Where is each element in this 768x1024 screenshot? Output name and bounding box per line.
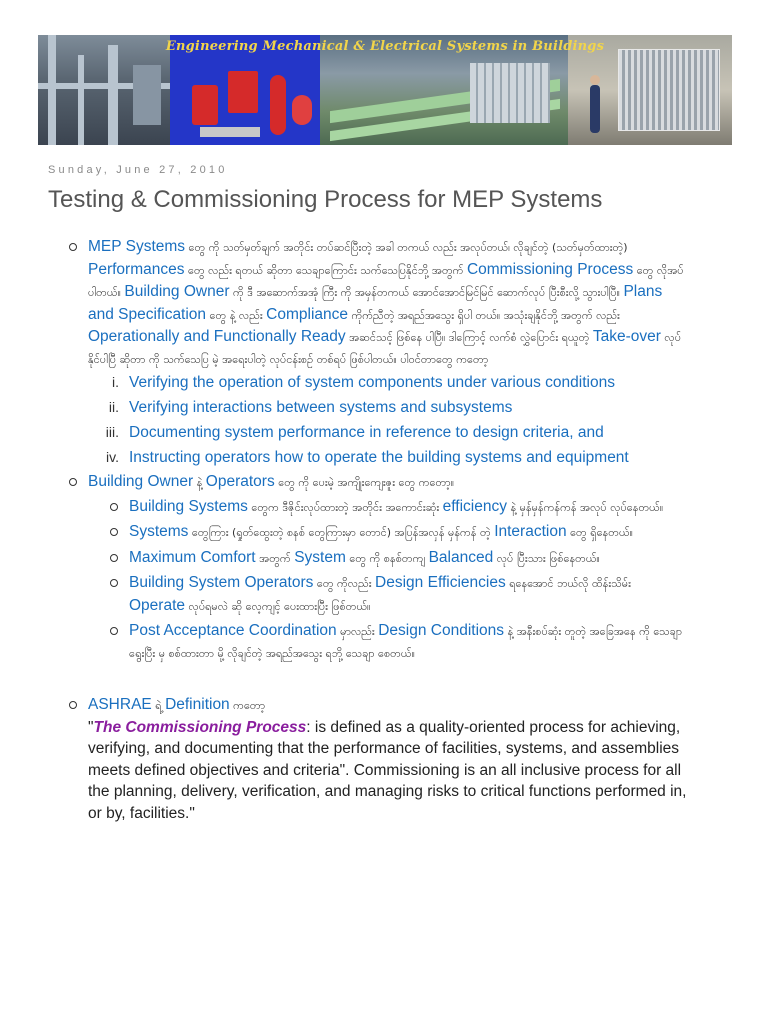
benefit-term: Balanced (428, 548, 494, 566)
term-plans-specification: Plans and Specification (88, 283, 663, 323)
term-take-over: Take-over (592, 328, 661, 345)
benefit-text: တွေ ကိုလည်း (313, 577, 376, 590)
definition-term: The Commissioning Process (93, 718, 307, 736)
benefit-text: တွေက ဒီဇိုင်းလုပ်ထားတဲ့ အတိုင်း အကောင်းဆုံး (247, 500, 443, 514)
term-commissioning-process: Commissioning Process (466, 260, 634, 278)
roman-number: iv. (106, 449, 119, 465)
roman-list (88, 370, 688, 470)
banner-title: Engineering Mechanical & Electrical Systems in Buildings (165, 39, 605, 54)
owner-text: တွေ ကို ပေးမဲ့ အကျိုးကျေးဇူး တွေ ကတော့။ (274, 476, 455, 489)
term-definition: Definition (165, 696, 230, 713)
benefit-item (88, 521, 688, 544)
roman-number: iii. (105, 424, 119, 440)
term-building-owner: Building Owner (88, 473, 194, 490)
roman-item (88, 420, 688, 445)
benefit-text: နဲ့ အနီးစပ်ဆုံး တူတဲ့ အခြေအနေ ကို သေချာ ရွေးပြီး မှ စစ်ထားတာ မို့ လိုချင်တဲ့ အရည်အသွေး ရဘို့ သေချာ စေတယ်။ (129, 625, 683, 660)
intro-text: တွေ လည်း ရတယ် ဆိုတာ သေချာကြောင်း သက်သေပြနိုင်ဘို့ အတွက် (184, 263, 467, 277)
benefit-term: Interaction (494, 523, 567, 540)
intro-text: အဆင်သင့် ဖြစ်နေ ပါပြီ။ ဒါကြောင့် လက်စံ လွှဲပြောင်း ရယူတဲ့ (345, 331, 593, 344)
main-list (48, 236, 688, 824)
benefit-term: efficiency (442, 497, 507, 515)
intro-text: တွေ နဲ့ လည်း (206, 308, 267, 322)
owner-text: နဲ့ (193, 476, 206, 489)
term-ashrae: ASHRAE (88, 696, 152, 713)
benefits-list (88, 496, 688, 665)
term-performances: Performances (88, 260, 185, 278)
roman-text: Documenting system performance in reference to design criteria, and (129, 424, 604, 441)
quote-mark: " (88, 718, 94, 736)
benefit-term: Maximum Comfort (129, 548, 256, 566)
roman-text: Verifying interactions between systems and subsystems (129, 399, 513, 416)
term-building-owner: Building Owner (124, 283, 230, 300)
ashrae-definition (88, 717, 688, 825)
benefit-text: လုပ် ပြီးသား ဖြစ်နေတယ်။ (493, 551, 600, 565)
header-banner[interactable] (38, 35, 732, 145)
benefit-item (88, 620, 688, 664)
post-date: Sunday, June 27, 2010 (48, 164, 228, 176)
benefit-item (88, 572, 688, 617)
owner-heading (88, 471, 688, 494)
benefit-term: Design Efficiencies (375, 574, 506, 591)
benefit-text: မှာလည်း (336, 625, 379, 638)
intro-text: တွေ လိုအပ်ပါတယ်။ (88, 263, 684, 299)
intro-text: ကိုက်ညီတဲ့ အရည်အသွေး ရှိပါ တယ်။ အသုံးချနိုင်ဘို့ အတွက် လည်း (348, 308, 620, 322)
term-compliance: Compliance (266, 305, 349, 323)
benefit-term: System (294, 548, 346, 566)
benefit-item (88, 496, 688, 519)
intro-paragraph (88, 236, 688, 370)
benefit-term: Operate (129, 596, 186, 614)
benefit-term: Post Acceptance Coordination (129, 622, 337, 639)
benefit-text: နဲ့ မှန်မှန်ကန်ကန် အလုပ် လုပ်နေတယ်။ (506, 500, 664, 514)
ashrae-text: ကတော့ (229, 699, 266, 712)
roman-item (88, 370, 688, 395)
roman-text: Instructing operators how to operate the building systems and equipment (129, 449, 629, 466)
benefit-text: တွေ ရှိနေတယ်။ (566, 526, 633, 539)
benefit-text: တွေကြား (ရှုတ်ထွေးတဲ့ စနစ် တွေကြားမှာ တောင်) အပြန်အလှန် မှန်ကန် တဲ့ (188, 526, 495, 539)
roman-item (88, 445, 688, 470)
post-title[interactable]: Testing & Commissioning Process for MEP Systems (48, 186, 603, 213)
intro-text: ကို ဒီ အဆောက်အအုံ ကြီး ကို အမှန်တကယ် အောင်အောင်မြင်မြင် ဆောက်လုပ် ပြီးစီးလို့ သွားပါပြီ။ (229, 286, 624, 299)
owner-benefits-item (48, 471, 688, 664)
intro-item (48, 236, 688, 470)
benefit-text: အတွက် (255, 551, 295, 565)
intro-text: တွေ ကို သတ်မှတ်ချက် အတိုင်း တပ်ဆင်ပြီးတဲ့ အခါ တကယ် လည်း အလုပ်တယ်၊ လိုချင်တဲ့ (သတ်မှတ်ထားတဲ့) (185, 241, 628, 254)
benefit-term: Building System Operators (129, 574, 314, 591)
ashrae-text: ရဲ့ (151, 699, 166, 712)
roman-number: i. (112, 374, 119, 390)
roman-text: Verifying the operation of system components under various conditions (129, 374, 615, 391)
benefit-text: လုပ်ရမလဲ ဆို လေ့ကျင့် ပေးထားပြီး ဖြစ်တယ်။ (185, 599, 371, 613)
term-operationally-ready: Operationally and Functionally Ready (88, 328, 346, 345)
benefit-text: တွေ ကို စနစ်တကျ (345, 551, 429, 565)
definition-body: : is defined as a quality-oriented process for achieving, verifying, and documenting that the performance of facilities, systems, and assemblies meets defined objectives and criteria". Commissioning is an all inclusive process for all the planning, delivery, verification, and managing risks to critical functions performed in, or by, facilities." (88, 718, 687, 822)
term-mep-systems: MEP Systems (88, 238, 186, 255)
ashrae-item (48, 694, 688, 824)
benefit-item (88, 547, 688, 570)
roman-number: ii. (108, 399, 119, 415)
post-body (48, 236, 688, 824)
benefit-term: Building Systems (129, 497, 248, 515)
ashrae-heading (88, 694, 688, 717)
intro-text: လုပ်နိုင်ပါပြီ ဆိုတာ ကို သက်သေပြ မဲ့ အရေးပါတဲ့ လုပ်ငန်းစဉ် တစ်ရပ် ဖြစ်ပါတယ်။ ပါဝင်တာတွေ ကတော့ (88, 331, 682, 366)
benefit-term: Systems (129, 523, 189, 540)
term-operators: Operators (205, 473, 275, 490)
benefit-text: ရနေအောင် ဘယ်လို ထိန်းသိမ်း (505, 577, 631, 590)
benefit-term: Design Conditions (378, 622, 505, 639)
roman-item (88, 395, 688, 420)
